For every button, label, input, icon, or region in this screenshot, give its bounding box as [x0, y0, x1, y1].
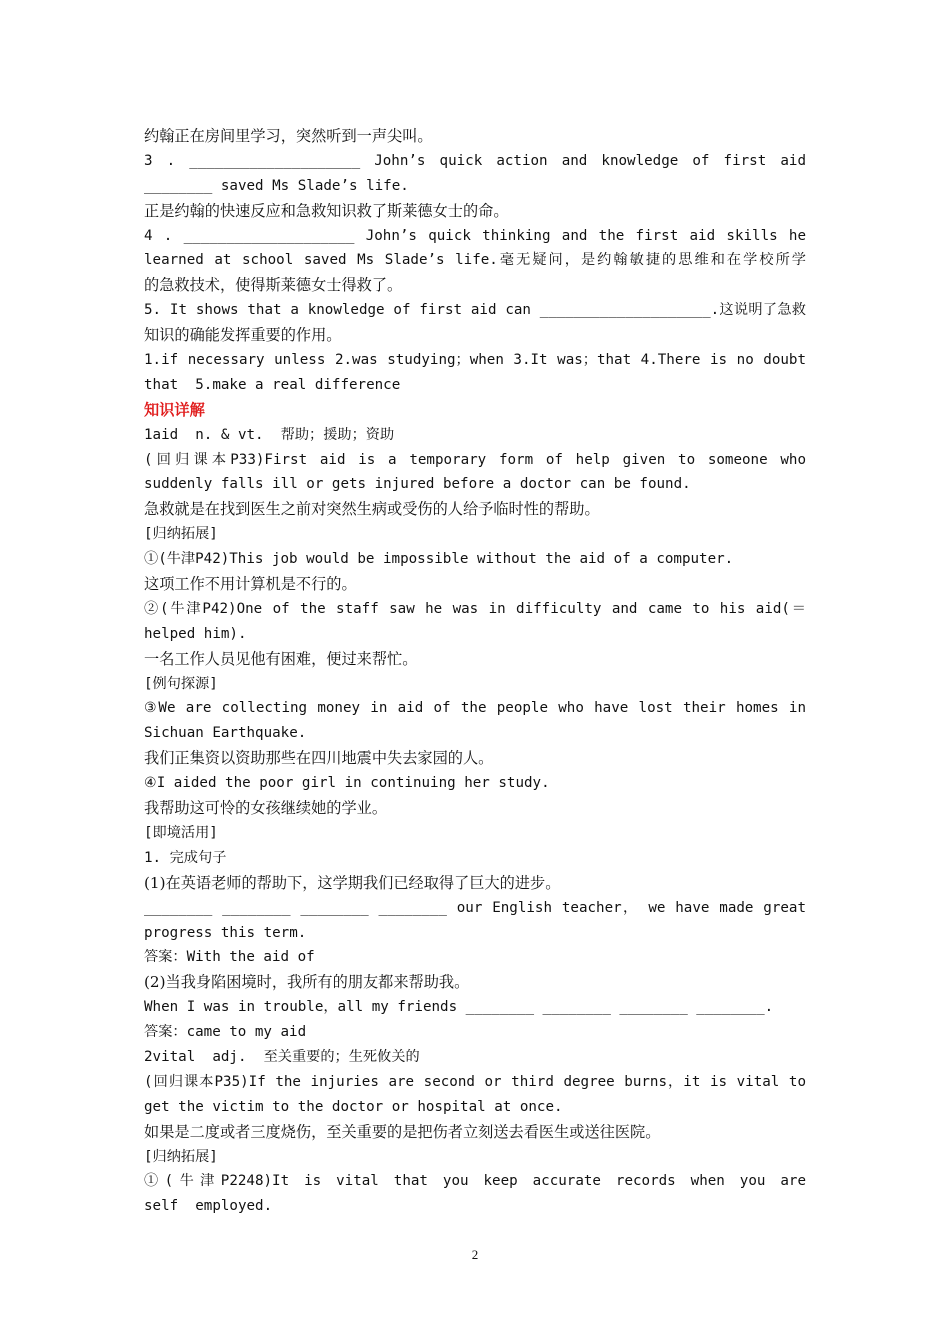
text-line: ________ ________ ________ ________ our English teacher， we have made great — [144, 899, 806, 916]
text-line: progress this term. — [144, 924, 307, 941]
text-line: ④I aided the poor girl in continuing her study. — [144, 775, 550, 792]
text-line: Sichuan Earthquake. — [144, 725, 307, 742]
text-line: 我帮助这可怜的女孩继续她的学业。 — [144, 799, 387, 818]
document-body — [144, 124, 806, 1219]
text-line: ①(牛津P2248)It is vital that you keep accurate records when you are — [144, 1173, 806, 1190]
text-line: 的急救技术，使得斯莱德女士得救了。 — [144, 276, 403, 295]
text-line: 正是约翰的快速反应和急救知识救了斯莱德女士的命。 — [144, 201, 509, 220]
text-line: learned at school saved Ms Slade’s life.毫无疑问，是约翰敏捷的思维和在学校所学 — [144, 252, 806, 269]
text-line: helped him). — [144, 625, 247, 642]
text-line: [例句探源] — [144, 675, 218, 692]
text-line: 如果是二度或者三度烧伤，至关重要的是把伤者立刻送去看医生或送往医院。 — [144, 1122, 661, 1141]
text-line: 这项工作不用计算机是不行的。 — [144, 575, 357, 594]
text-line: (回归课本P33)First aid is a temporary form of help given to someone who — [144, 451, 806, 468]
text-line: 1aid n. & vt. 帮助；援助；资助 — [144, 426, 395, 443]
text-line: When I was in trouble，all my friends ________ ________ ________ ________. — [144, 999, 774, 1016]
text-line: 知识的确能发挥重要的作用。 — [144, 326, 342, 345]
text-line: (1)在英语老师的帮助下，这学期我们已经取得了巨大的进步。 — [144, 873, 561, 892]
text-line: 答案：came to my aid — [144, 1024, 307, 1041]
text-line: self employed. — [144, 1198, 273, 1215]
text-line: ________ saved Ms Slade’s life. — [144, 177, 409, 194]
text-line: (回归课本P35)If the injuries are second or third degree burns，it is vital to — [144, 1073, 806, 1090]
text-line: (2)当我身陷困境时，我所有的朋友都来帮助我。 — [144, 973, 470, 992]
page-number: 2 — [471, 1247, 479, 1262]
text-line: get the victim to the doctor or hospital at once. — [144, 1098, 563, 1115]
text-line: 4 . ____________________ John’s quick thinking and the first aid skills he — [144, 227, 806, 244]
text-line: 急救就是在找到医生之前对突然生病或受伤的人给予临时性的帮助。 — [144, 500, 600, 519]
text-line: ②(牛津P42)One of the staff saw he was in difficulty and came to his aid(＝ — [144, 600, 806, 617]
text-line: [归纳拓展] — [144, 526, 218, 543]
text-line: 2vital adj. 至关重要的；生死攸关的 — [144, 1048, 420, 1065]
text-line: [归纳拓展] — [144, 1148, 218, 1165]
text-line: 5. It shows that a knowledge of first aid can ____________________.这说明了急救 — [144, 302, 806, 319]
text-line: 3 . ____________________ John’s quick action and knowledge of first aid — [144, 152, 806, 169]
text-line: [即境活用] — [144, 824, 218, 841]
section-heading: 知识详解 — [144, 400, 205, 419]
text-line: suddenly falls ill or gets injured before a doctor can be found. — [144, 476, 691, 493]
text-line: that 5.make a real difference — [144, 376, 401, 393]
text-line: ①(牛津P42)This job would be impossible without the aid of a computer. — [144, 551, 734, 568]
text-line: 1.if necessary unless 2.was studying；when 3.It was；that 4.There is no doubt — [144, 352, 806, 369]
text-line: 答案：With the aid of — [144, 949, 315, 966]
text-line: ③We are collecting money in aid of the people who have lost their homes in — [144, 700, 806, 717]
text-line: 我们正集资以资助那些在四川地震中失去家园的人。 — [144, 749, 494, 768]
text-line: 一名工作人员见他有困难，便过来帮忙。 — [144, 649, 418, 668]
text-line: 1. 完成句子 — [144, 849, 227, 866]
text-line: 约翰正在房间里学习，突然听到一声尖叫。 — [144, 127, 433, 145]
